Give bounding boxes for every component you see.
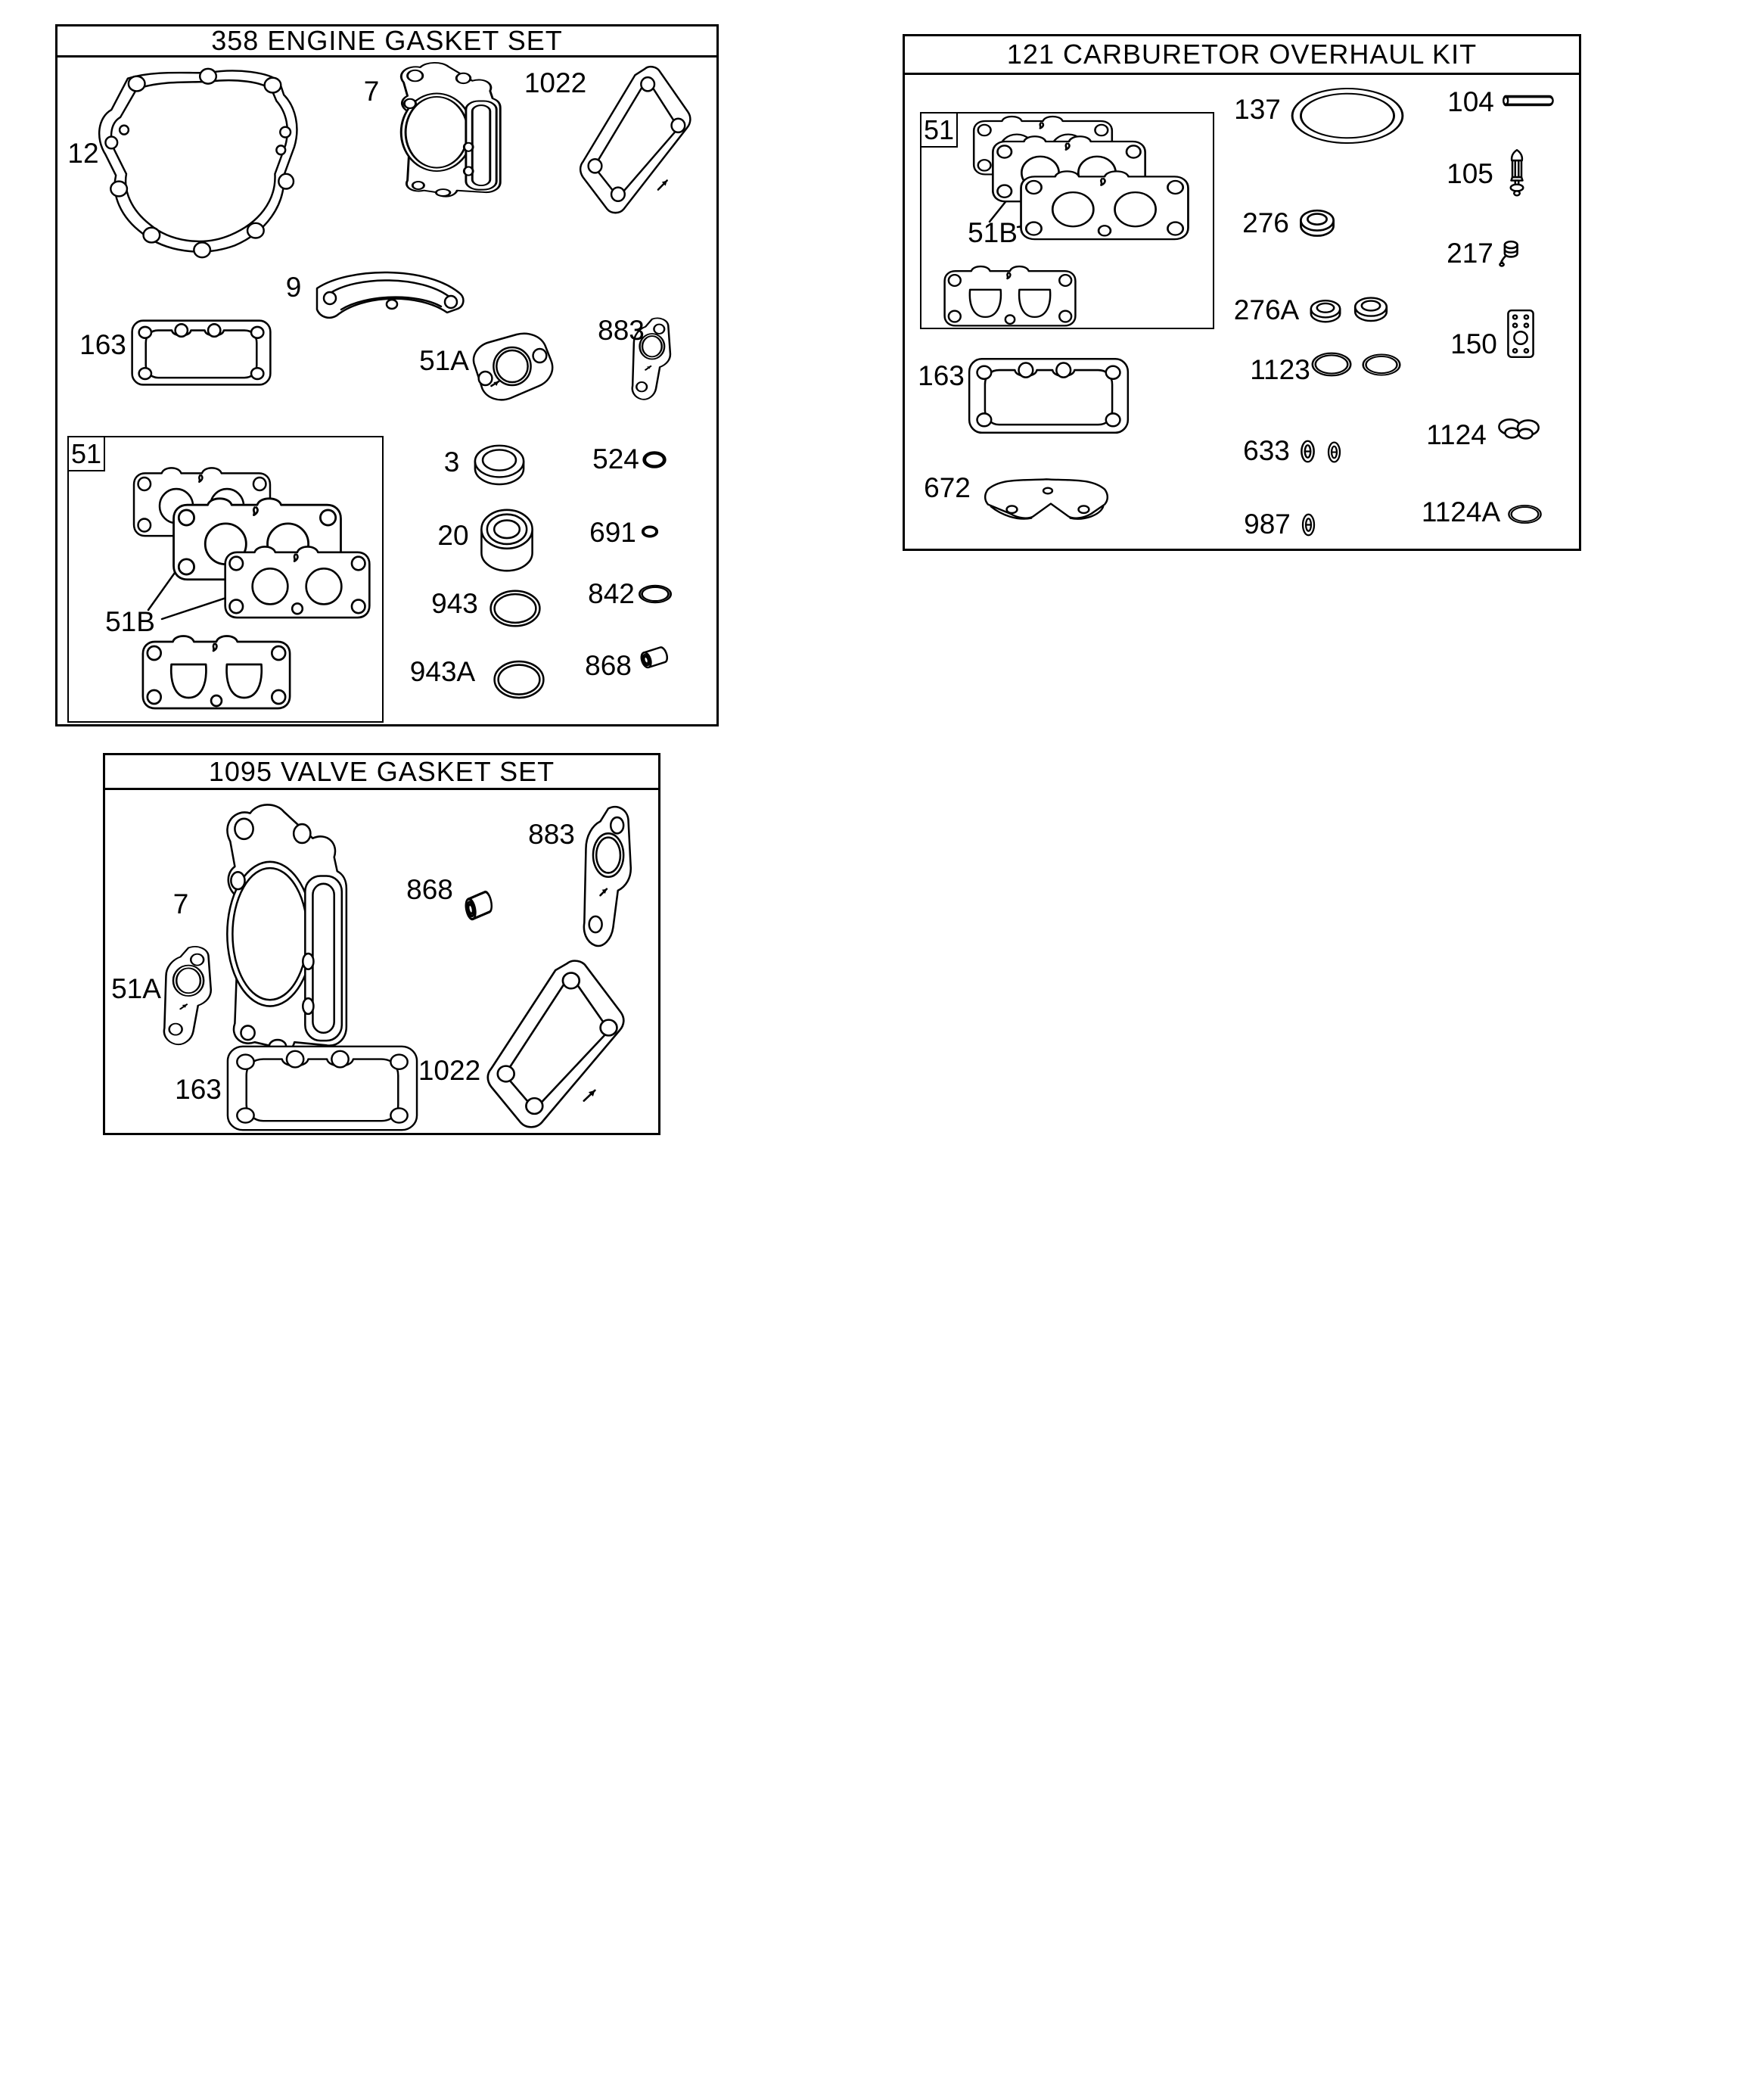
part-label-163: 163 [79, 329, 126, 360]
part-label-276a: 276A [1233, 294, 1300, 325]
part-label-883: 883 [598, 315, 645, 346]
part-label-1124a: 1124A [1421, 496, 1501, 527]
title-text: 358 ENGINE GASKET SET [211, 25, 563, 56]
badge-text: 51 [70, 437, 102, 469]
part-label-7: 7 [363, 76, 380, 107]
engine-gasket-set-title [57, 26, 716, 58]
part-label-137: 137 [1234, 94, 1281, 125]
part-label-51b: 51B [105, 606, 155, 637]
part-label-105: 105 [1447, 158, 1493, 189]
carburetor-overhaul-kit-title [905, 36, 1579, 75]
part-label-51a: 51A [419, 345, 469, 376]
engine-subbox-51-badge [67, 436, 105, 471]
part-label-150: 150 [1450, 328, 1497, 359]
part-label-987: 987 [1244, 509, 1291, 540]
carb-subbox-51 [920, 112, 1214, 329]
part-label-1022: 1022 [524, 67, 587, 98]
part-label-842: 842 [588, 578, 635, 609]
part-label-691: 691 [589, 517, 636, 548]
part-label-9: 9 [285, 272, 302, 303]
engine-subbox-51 [67, 436, 384, 723]
part-label-524: 524 [592, 443, 639, 474]
part-label-163: 163 [918, 360, 965, 391]
part-label-943a: 943A [409, 656, 476, 687]
badge-text: 51 [923, 114, 955, 145]
part-label-276: 276 [1242, 207, 1289, 238]
part-label-163: 163 [175, 1074, 222, 1105]
part-label-633: 633 [1243, 435, 1290, 466]
part-label-12: 12 [67, 138, 99, 169]
carb-subbox-51-badge [920, 112, 958, 148]
part-label-51a: 51A [111, 973, 161, 1004]
part-label-104: 104 [1447, 86, 1494, 117]
part-label-1124: 1124 [1426, 419, 1487, 450]
part-label-1022: 1022 [418, 1055, 481, 1086]
part-label-868: 868 [406, 874, 453, 905]
valve-gasket-set-title [105, 755, 658, 790]
part-label-217: 217 [1447, 238, 1493, 269]
part-label-943: 943 [431, 588, 478, 619]
part-label-868: 868 [585, 650, 632, 681]
part-label-20: 20 [437, 520, 469, 551]
part-label-51b: 51B [968, 217, 1018, 248]
part-label-7: 7 [172, 888, 189, 919]
part-label-1123: 1123 [1250, 354, 1310, 385]
part-label-672: 672 [924, 472, 971, 503]
part-label-3: 3 [443, 446, 460, 478]
part-label-883: 883 [528, 819, 575, 850]
title-text: 121 CARBURETOR OVERHAUL KIT [1006, 39, 1478, 70]
title-text: 1095 VALVE GASKET SET [208, 755, 555, 787]
